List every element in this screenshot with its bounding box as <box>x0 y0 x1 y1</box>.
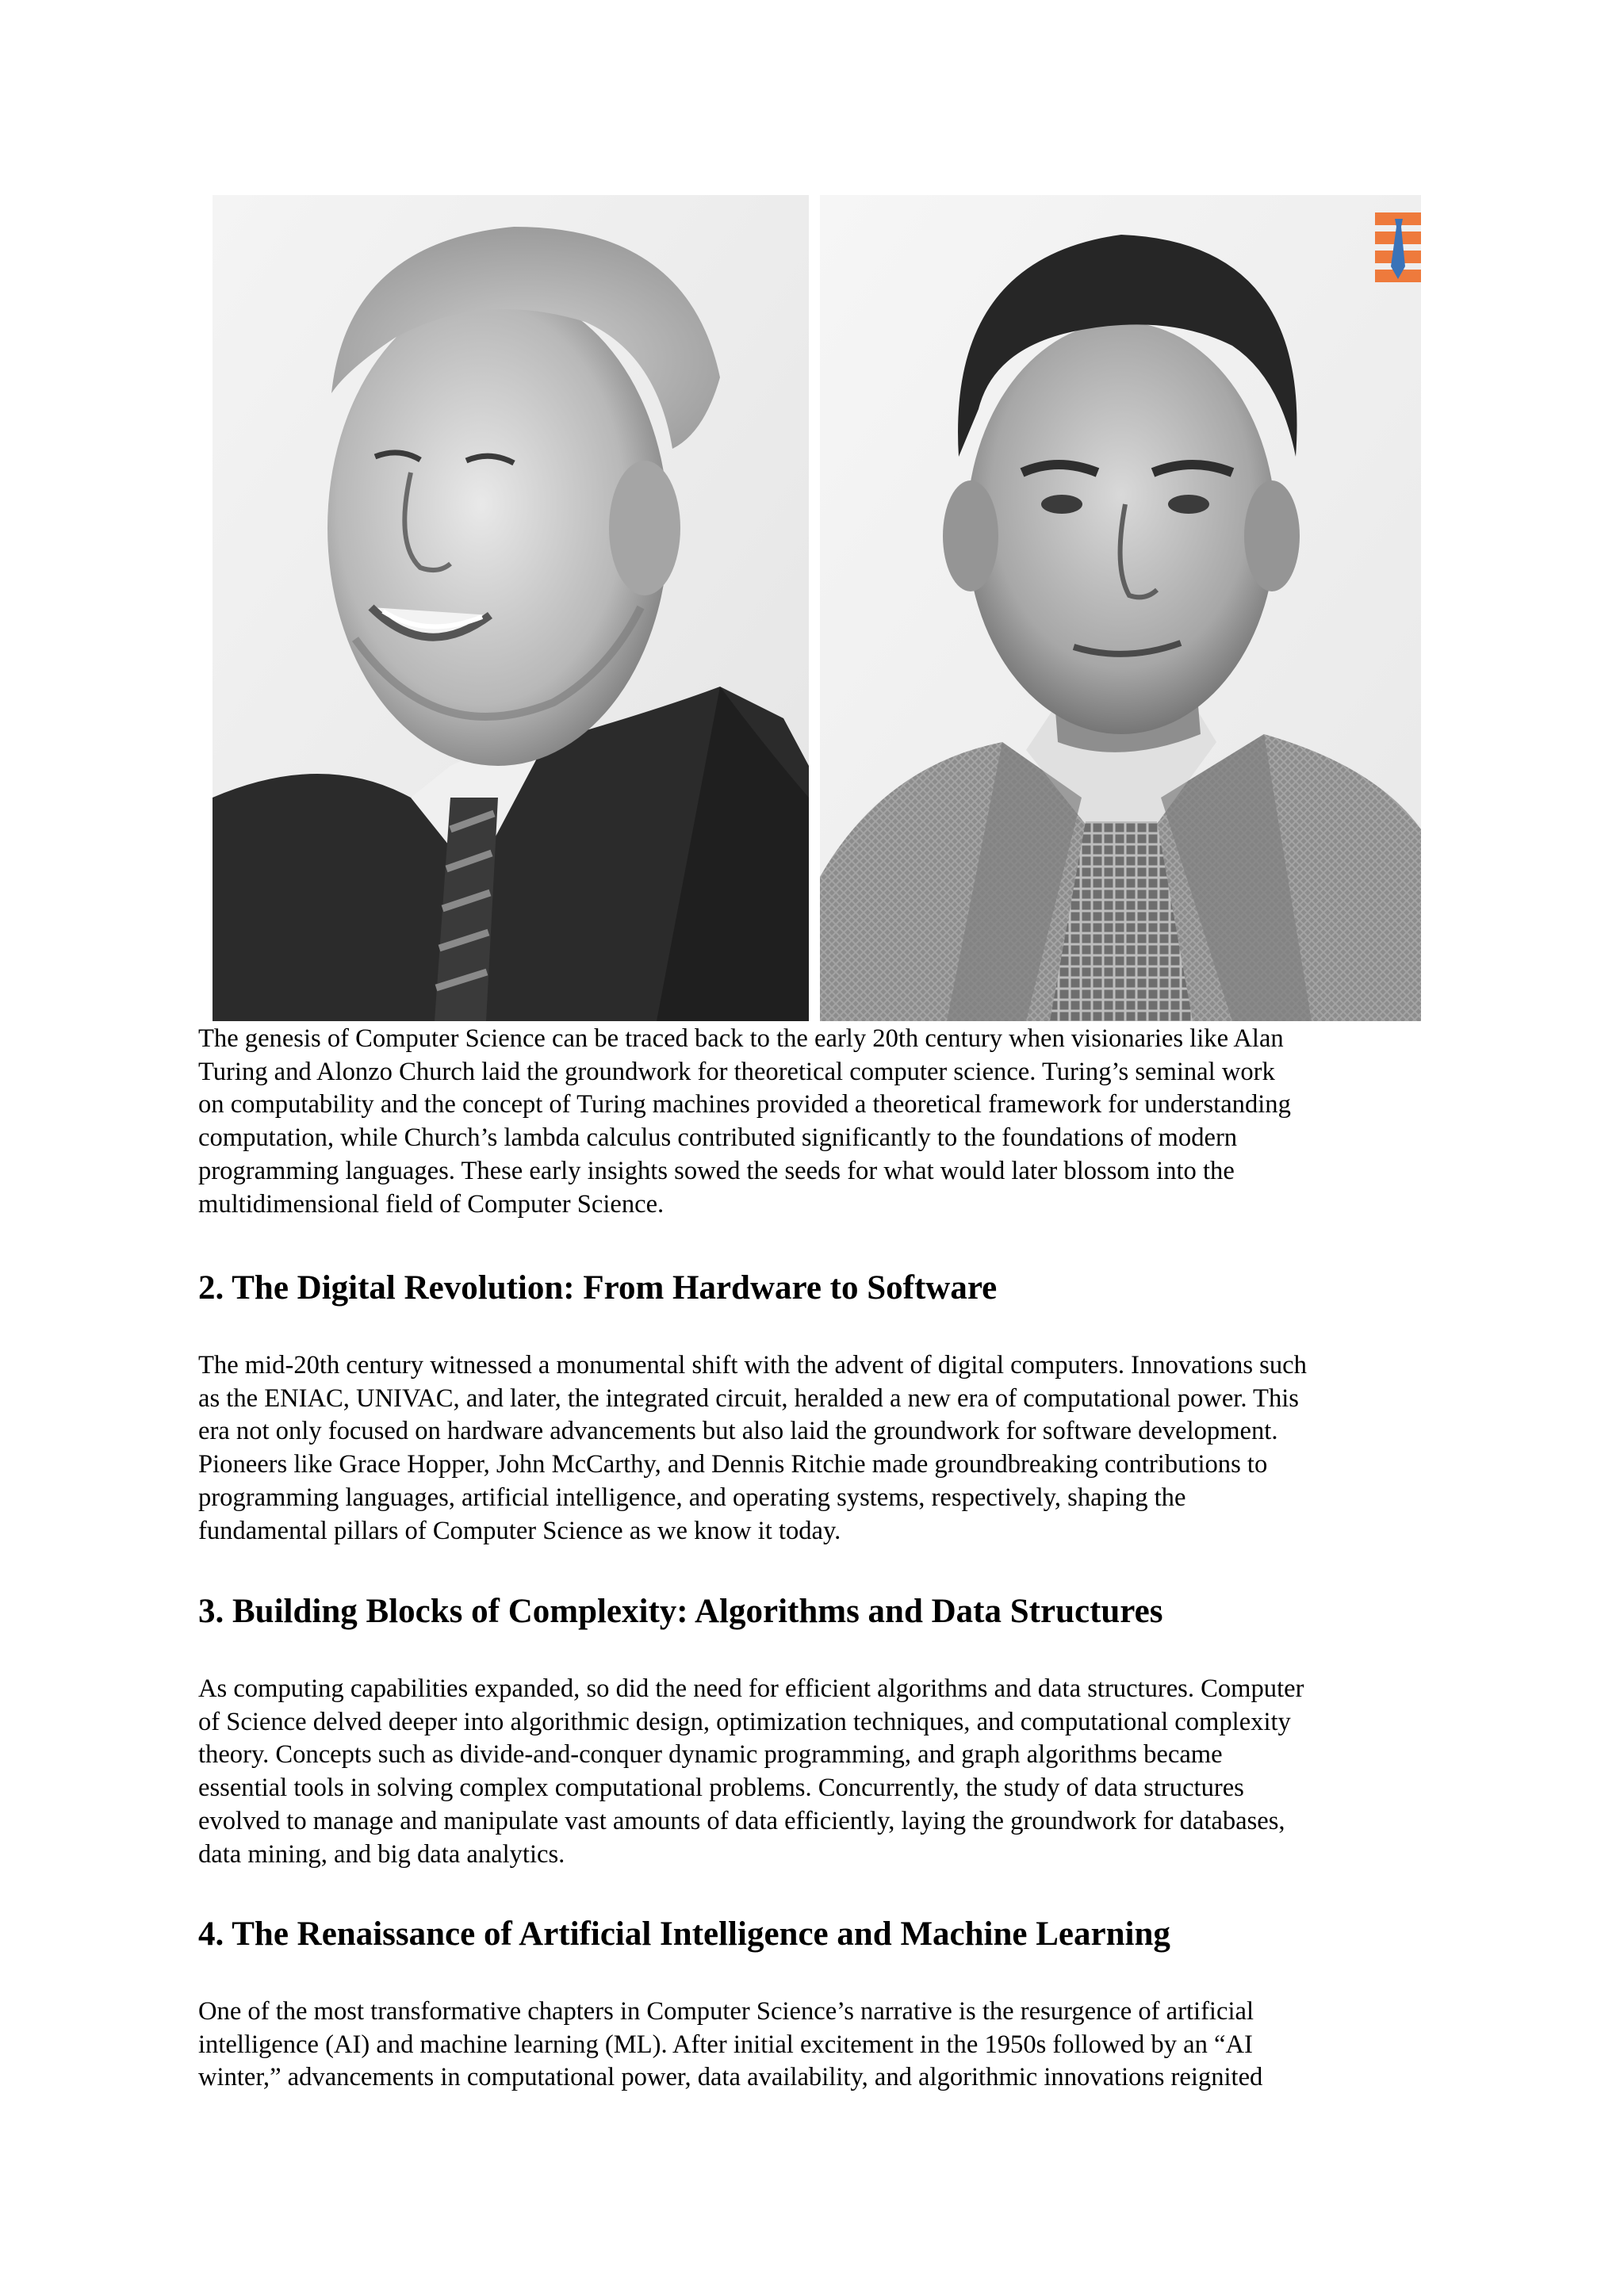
text-line: programming languages. These early insights sowed the seeds for what would later blossom into the <box>198 1156 1235 1185</box>
text-line: essential tools in solving complex computational problems. Concurrently, the study of data structures <box>198 1774 1244 1803</box>
left-portrait-photo <box>213 195 809 1021</box>
text-line: fundamental pillars of Computer Science as we know it today. <box>198 1516 841 1545</box>
text-line: One of the most transformative chapters in Computer Science’s narrative is the resurgence of artificial <box>198 1997 1254 2026</box>
text-line: theory. Concepts such as divide-and-conquer dynamic programming, and graph algorithms became <box>198 1740 1223 1770</box>
text-line: evolved to manage and manipulate vast amounts of data efficiently, laying the groundwork for databases, <box>198 1806 1285 1835</box>
section-heading: 3. Building Blocks of Complexity: Algorithms and Data Structures <box>198 1593 1163 1630</box>
text-line: multidimensional field of Computer Science. <box>198 1189 665 1219</box>
body-paragraph <box>198 1349 1435 1548</box>
text-line: data mining, and big data analytics. <box>198 1839 565 1869</box>
body-paragraph <box>198 1673 1435 1871</box>
text-line: computation, while Church’s lambda calculus contributed significantly to the foundations of modern <box>198 1123 1238 1153</box>
orange-stripes-tie-logo-icon <box>1375 212 1421 282</box>
text-line: as the ENIAC, UNIVAC, and later, the integrated circuit, heralded a new era of computational power. This <box>198 1383 1299 1413</box>
left-portrait-icon <box>213 195 809 1021</box>
right-portrait-photo <box>820 195 1421 1021</box>
text-line: The genesis of Computer Science can be traced back to the early 20th century when visionaries like Alan <box>198 1024 1284 1053</box>
text-line: The mid-20th century witnessed a monumental shift with the advent of digital computers. Innovations such <box>198 1351 1307 1380</box>
text-line: of Science delved deeper into algorithmic design, optimization techniques, and computational complexity <box>198 1707 1291 1736</box>
section-3-heading-block <box>198 1592 1435 1632</box>
text-line: As computing capabilities expanded, so did the need for efficient algorithms and data structures. Computer <box>198 1674 1304 1703</box>
body-paragraph <box>198 1023 1435 1221</box>
section-heading: 4. The Renaissance of Artificial Intelligence and Machine Learning <box>198 1915 1170 1953</box>
text-line: winter,” advancements in computational power, data availability, and algorithmic innovations reignited <box>198 2063 1263 2092</box>
section-4-heading-block <box>198 1915 1435 1954</box>
intro-paragraph <box>198 1023 1435 1221</box>
right-portrait-icon <box>820 195 1421 1021</box>
section-heading: 2. The Digital Revolution: From Hardware to Software <box>198 1269 998 1307</box>
text-line: era not only focused on hardware advancements but also laid the groundwork for software development. <box>198 1417 1278 1446</box>
section-3-paragraph <box>198 1673 1435 1871</box>
body-paragraph <box>198 1996 1435 2095</box>
text-line: intelligence (AI) and machine learning (ML). After initial excitement in the 1950s followed by an “AI <box>198 2030 1253 2059</box>
text-line: programming languages, artificial intelligence, and operating systems, respectively, shaping the <box>198 1483 1186 1512</box>
section-4-paragraph <box>198 1996 1435 2095</box>
text-line: Turing and Alonzo Church laid the groundwork for theoretical computer science. Turing’s seminal work <box>198 1057 1275 1086</box>
text-line: Pioneers like Grace Hopper, John McCarthy, and Dennis Ritchie made groundbreaking contributions to <box>198 1450 1268 1479</box>
section-2-heading-block <box>198 1269 1435 1308</box>
section-2-paragraph <box>198 1349 1435 1548</box>
text-line: on computability and the concept of Turing machines provided a theoretical framework for understanding <box>198 1090 1291 1119</box>
portrait-photo-composite <box>213 195 1421 1021</box>
